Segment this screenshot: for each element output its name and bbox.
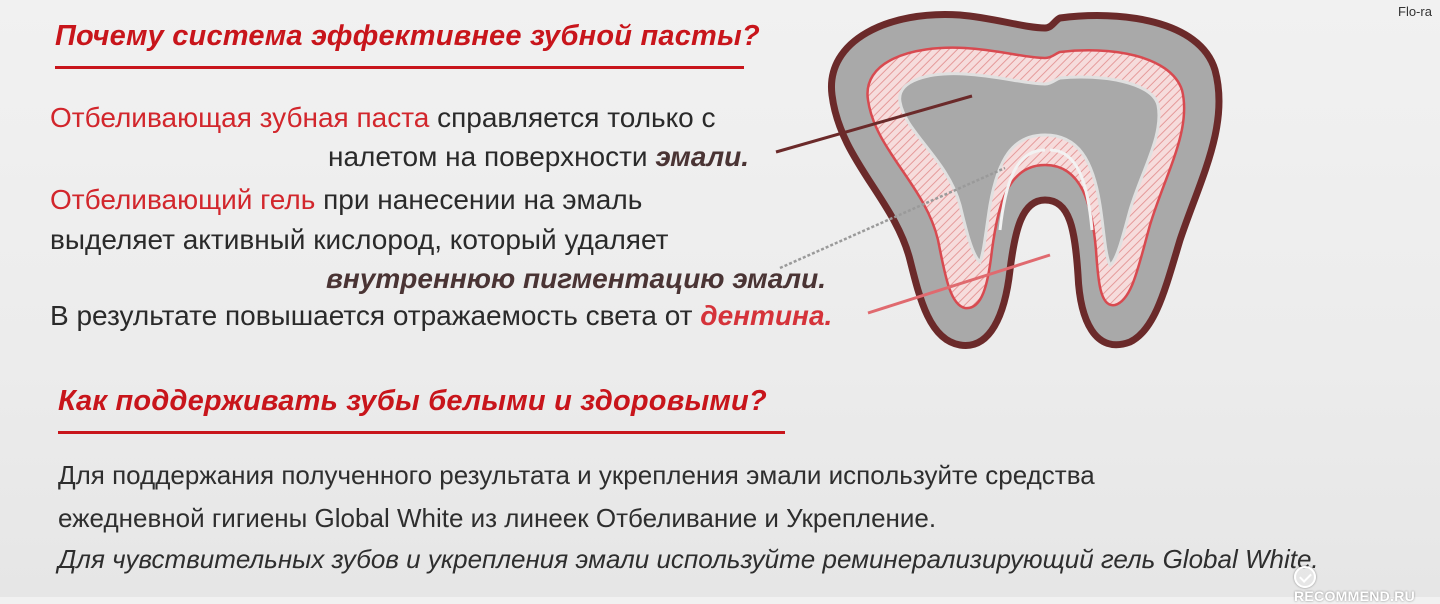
enamel-label: эмали. [655,141,750,172]
pigmentation-label: внутреннюю пигментацию эмали. [326,263,826,294]
toothpaste-term: Отбеливающая зубная паста [50,102,430,133]
gel-term: Отбеливающий гель [50,184,316,215]
section2-line3: Для чувствительных зубов и укрепления эмали используйте реминерализирующий гель Global White. [58,544,1319,574]
paragraph2-line2: выделяет активный кислород, который удаляет [50,224,669,255]
paragraph1-line1-text: справляется только с [429,102,716,133]
dentin-pointer-line [868,255,1050,313]
dentin-label: дентина. [700,300,833,331]
watermark-bottom-right [1294,566,1440,604]
paragraph1-line2-text: налетом на поверхности [328,141,656,172]
section1-heading: Почему система эффективнее зубной пасты? [55,20,760,52]
paragraph3-text: В результате повышается отражаемость света от [50,300,701,331]
enamel-pointer-line [776,96,972,152]
recommend-check-icon [1294,566,1316,588]
pigmentation-pointer-line [780,168,1005,268]
paragraph2-line1-text: при нанесении на эмаль [315,184,643,215]
watermark-text: RECOMMEND.RU [1294,588,1416,604]
section2-underline [58,431,785,434]
section2-line1: Для поддержания полученного результата и укрепления эмали используйте средства [58,460,1095,490]
section2-heading: Как поддерживать зубы белыми и здоровыми? [58,385,767,417]
watermark-top-right: Flo-ra [1398,4,1432,19]
section2-line2: ежедневной гигиены Global White из линеек Отбеливание и Укрепление. [58,503,937,533]
